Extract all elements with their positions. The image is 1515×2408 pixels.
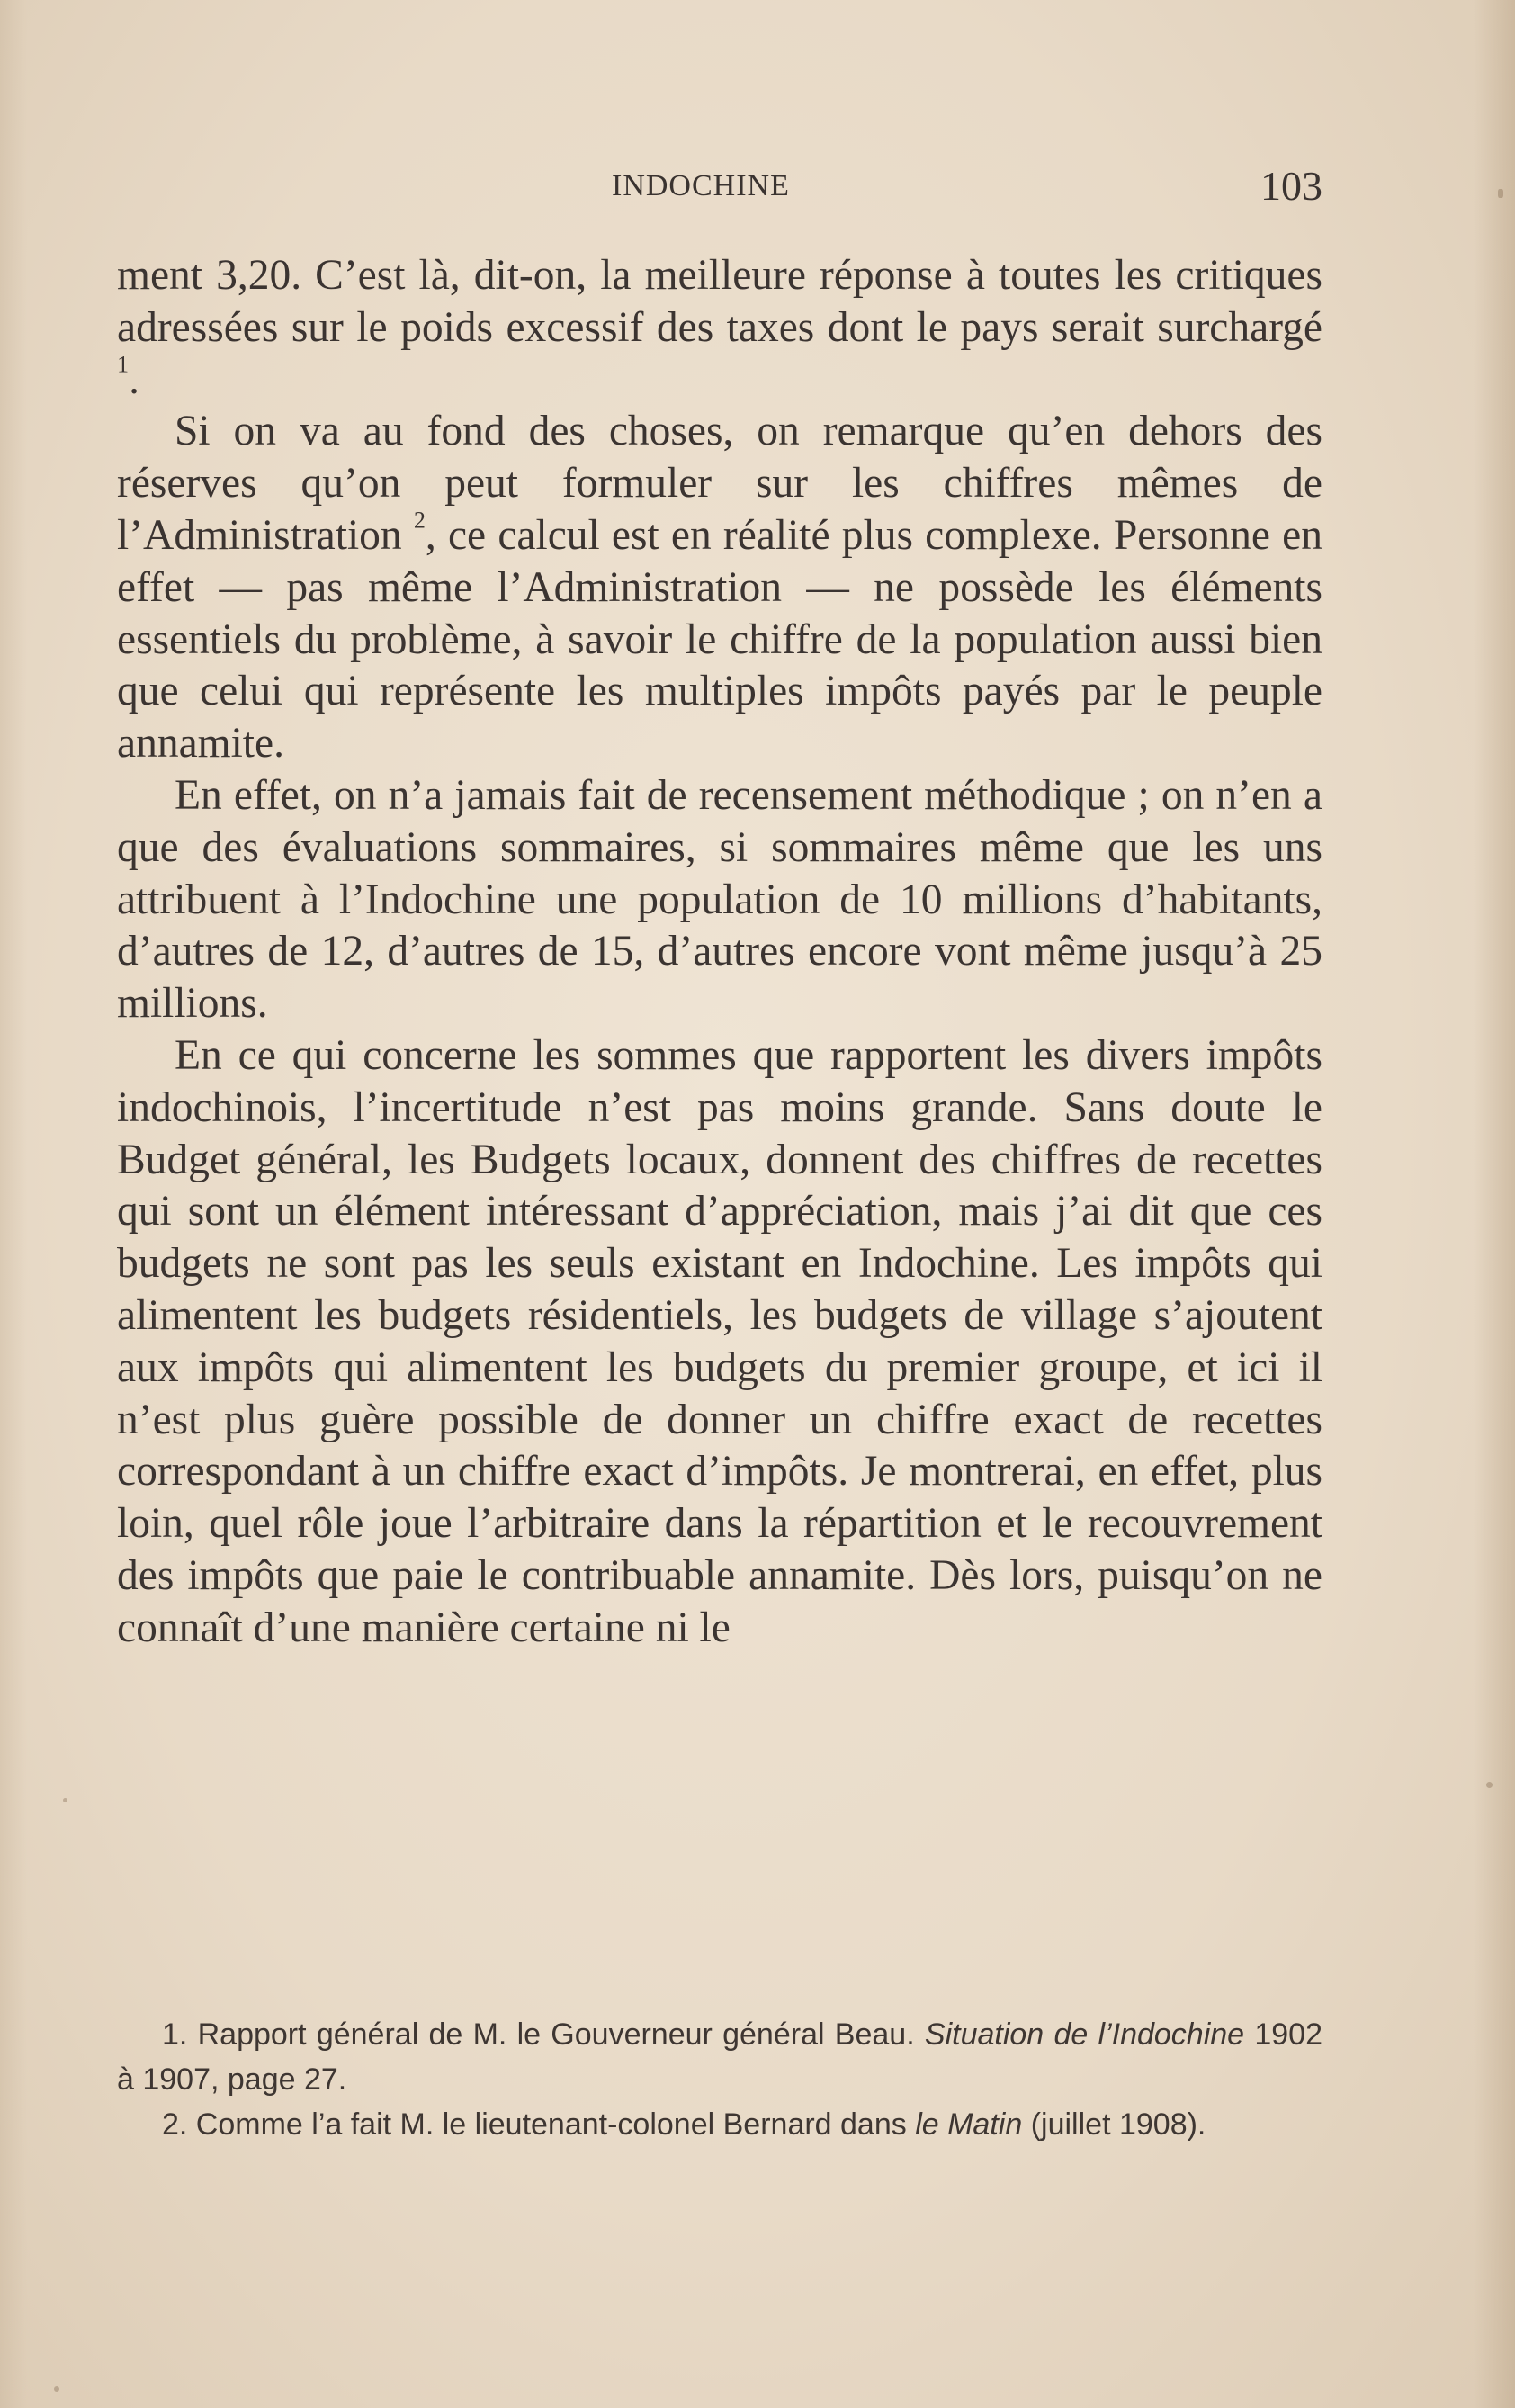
footnote-2 [117, 2102, 1322, 2147]
paragraph-3: En effet, on n’a jamais fait de recensement méthodique ; on n’en a que des évaluations sommaires, si sommaires même que les uns attribuent à l’Indochine une population de 10 millions d’habitants, d’autres de 12, d’autres de 15, d’autres encore vont même jusqu’à 25 millions. [117, 771, 1322, 1028]
footnotes [117, 2012, 1322, 2147]
footnote-1-text-a: 1. Rapport général de M. le Gouverneur général Beau. [162, 2017, 925, 2052]
footnote-1-title: Situation de l’Indochine [924, 2017, 1245, 2052]
footnote-ref-1: 1 [117, 351, 130, 378]
footnote-2-title: le Matin [915, 2107, 1023, 2142]
footnote-1-text-b: 1902 à 1907, page 27. [117, 2017, 1322, 2097]
paper-speck [54, 2386, 59, 2392]
footnote-ref-2: 2 [413, 507, 426, 534]
paper-speck [63, 1798, 67, 1802]
page-right-shadow [1474, 0, 1515, 2408]
page-left-shadow [0, 0, 27, 2408]
paragraph-2-text-a: Si on va au fond des choses, on remarque qu’en dehors des réserves qu’on peut formuler sur les chiffres mêmes de l’Administration [117, 408, 1322, 559]
paragraph-4: En ce qui concerne les sommes que rapportent les divers impôts indochinois, l’incertitude n’est pas moins grande. Sans doute le Budget général, les Budgets locaux, donnent des chiffres de recettes qui sont un élément intéressant d’appréciation, mais j’ai dit que ces budgets ne sont pas les seuls existant en Indochine. Les impôts qui alimentent les budgets résidentiels, les budgets de village s’ajoutent aux impôts qui alimentent les budgets du premier groupe, et ici il n’est plus guère possible de donner un chiffre exact de recettes correspondant à un chiffre exact d’impôts. Je montrerai, en effet, plus loin, quel rôle joue l’arbitraire dans la répartition et le recouvrement des impôts que paie le contribuable annamite. Dès lors, puisqu’on ne connaît d’une manière certaine ni le [117, 1031, 1322, 1651]
paragraph-2-text-b: , ce calcul est en réalité plus complexe. Personne en effet — pas même l’Administration — ne possède les éléments essentiels du problème, à savoir le chiffre de la population aussi bien que celui qui représente les multiples impôts payés par le peuple annamite. [117, 511, 1323, 768]
paragraph-2 [117, 406, 1322, 770]
main-text [117, 250, 1322, 1655]
paragraph-1 [117, 250, 1322, 406]
paragraph-1-text: ment 3,20. C’est là, dit-on, la meilleure réponse à toutes les critiques adressées sur le poids excessif des taxes dont le pays serait surchargé [117, 252, 1322, 351]
footnote-2-text-b: (juillet 1908). [1022, 2107, 1206, 2142]
page-number: 103 [1260, 163, 1322, 209]
paper-speck [1486, 1782, 1493, 1788]
running-title: INDOCHINE [612, 169, 790, 202]
paper-speck [1498, 189, 1503, 198]
footnote-2-text-a: 2. Comme l’a fait M. le lieutenant-colonel Bernard dans [162, 2107, 916, 2142]
footnote-1 [117, 2012, 1322, 2102]
running-header [117, 162, 1322, 216]
paragraph-1-end: . [129, 355, 139, 403]
